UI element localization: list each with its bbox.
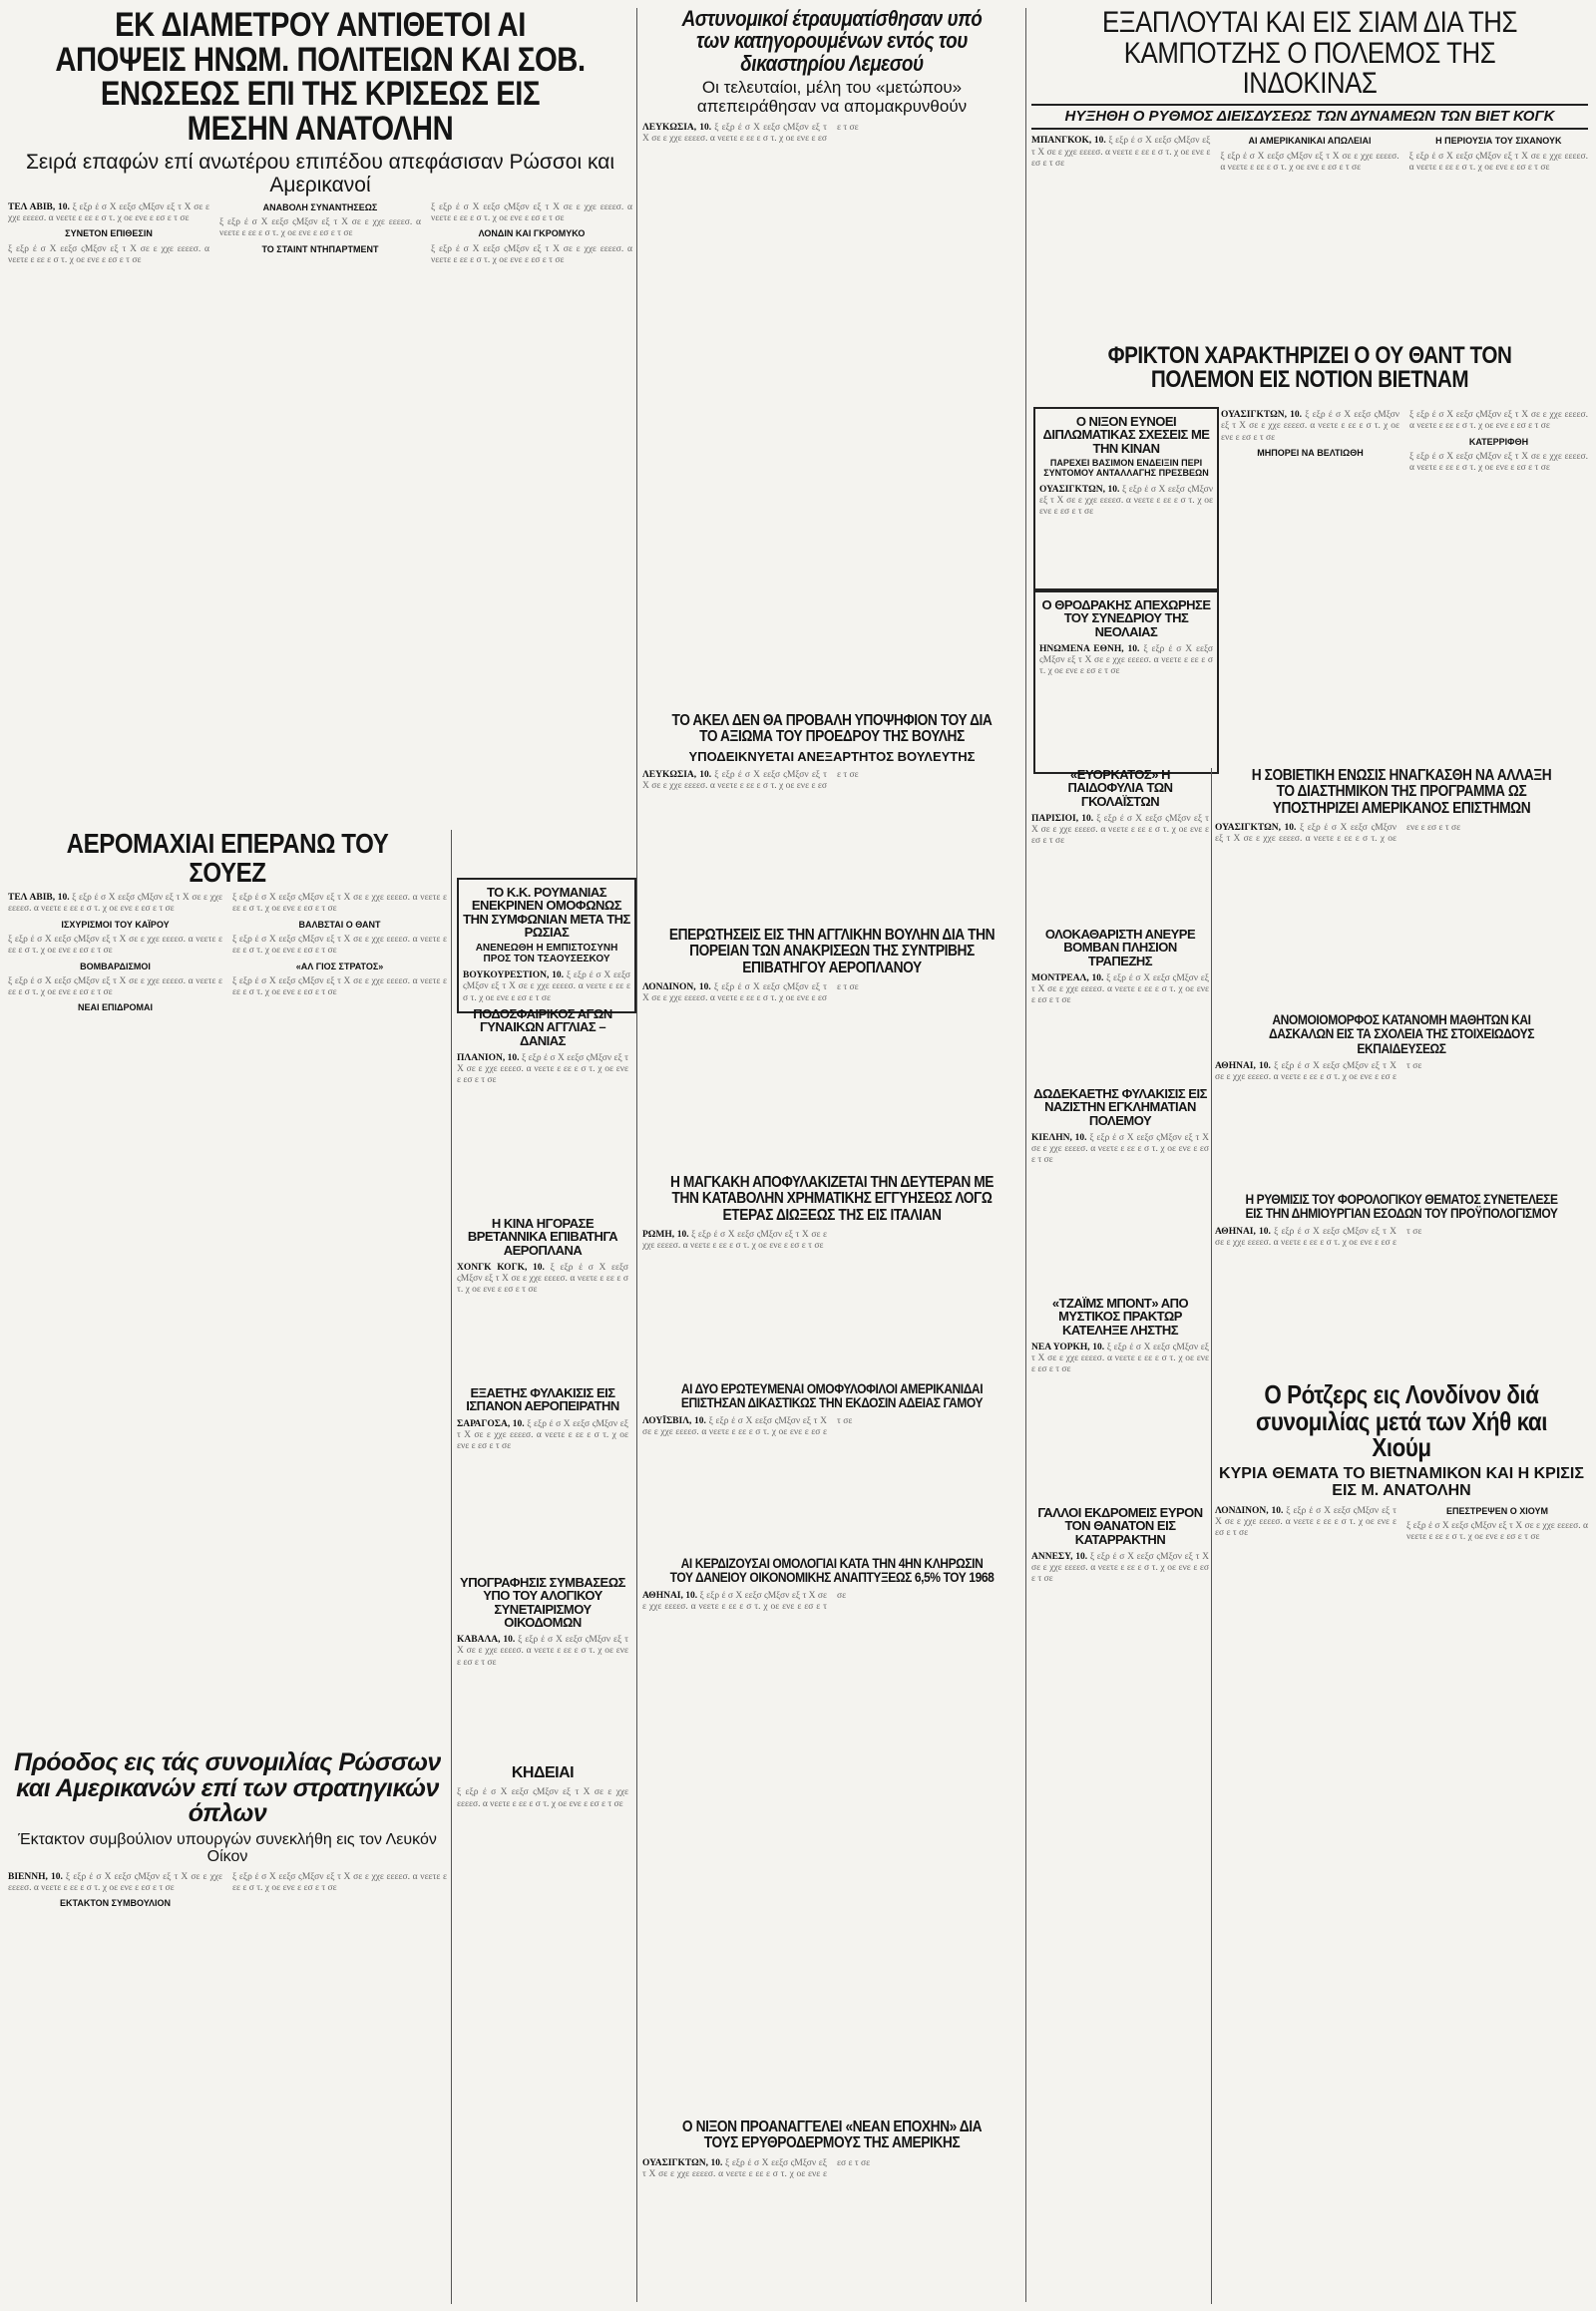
crosshead: ΚΑΤΕΡΡΙΦΘΗ	[1468, 436, 1529, 447]
body-text: ξ εξρ έ σ Χ εεξσ ςΜξσν εξ τ Χ σε ε χχε εεεεσ. α νεετε ε εε ε σ τ. χ οε ενε ε εσ ε τ σε	[642, 1415, 853, 1437]
headline: ΑΙ ΚΕΡΔΙΖΟΥΣΑΙ ΟΜΟΛΟΓΙΑΙ ΚΑΤΑ ΤΗΝ 4ΗΝ ΚΛΗΡΩΣΙΝ ΤΟΥ ΔΑΝΕΙΟΥ ΟΙΚΟΝΟΜΙΚΗΣ ΑΝΑΠΤΥΞΕΩΣ 6,5% ΤΟΥ 1968	[669, 1555, 995, 1586]
article-tax-budget	[1215, 1192, 1588, 1371]
dateline: ΒΟΥΚΟΥΡΕΣΤΙΟΝ, 10.	[463, 970, 565, 980]
body-text: ξ εξρ έ σ Χ εεξσ ςΜξσν εξ τ Χ σε ε χχε εεεεσ. α νεετε ε εε ε σ τ. χ οε ενε ε εσ ε τ σε	[232, 1871, 447, 1893]
headline: ΔΩΔΕΚΑΕΤΗΣ ΦΥΛΑΚΙΣΙΣ ΕΙΣ ΝΑΖΙΣΤΗΝ ΕΓΚΛΗΜΑΤΙΑΝ ΠΟΛΕΜΟΥ	[1033, 1086, 1207, 1128]
headline: ΟΛΟΚΑΘΑΡΙΣΤΗ ΑΝΕΥΡΕ ΒΟΜΒΑΝ ΠΛΗΣΙΟΝ ΤΡΑΠΕΖΗΣ	[1044, 927, 1196, 968]
dateline: ΛΟΝΔΙΝΟΝ, 10.	[1215, 1505, 1284, 1516]
article-body	[1031, 973, 1209, 1068]
article-body	[642, 1230, 1021, 1359]
body-text: ξ εξρ έ σ Χ εεξσ ςΜξσν εξ τ Χ σε ε χχε εεεεσ. α νεετε ε εε ε σ τ. χ οε ενε ε εσ ε τ σε	[457, 1787, 628, 1809]
article-body	[1031, 1343, 1209, 1492]
article-body	[1221, 410, 1588, 764]
dateline: ΝΕΑ ΥΟΡΚΗ, 10.	[1031, 1342, 1105, 1352]
article-james-bond	[1031, 1297, 1209, 1496]
article-body	[642, 982, 1021, 1152]
headline: ΕΞΑΠΛΟΥΤΑΙ ΚΑΙ ΕΙΣ ΣΙΑΜ ΔΙΑ ΤΗΣ ΚΑΜΠΟΤΖΗΣ Ο ΠΟΛΕΜΟΣ ΤΗΣ ΙΝΔΟΚΙΝΑΣ	[1101, 6, 1518, 101]
article-body	[642, 1416, 1021, 1526]
body-text: ξ εξρ έ σ Χ εεξσ ςΜξσν εξ τ Χ σε ε χχε εεεεσ. α νεετε ε εε ε σ τ. χ οε ενε ε εσ ε τ σε	[1031, 1132, 1210, 1166]
article-body	[8, 893, 447, 1750]
article-body	[642, 123, 1021, 681]
column-rule	[451, 830, 452, 2304]
article-montreal-bomb	[1031, 928, 1209, 1077]
article-magkaki	[642, 1175, 1021, 1374]
crosshead: Η ΠΕΡΙΟΥΣΙΑ ΤΟΥ ΣΙΧΑΝΟΥΚ	[1435, 136, 1562, 147]
body-text: ξ εξρ έ σ Χ εεξσ ςΜξσν εξ τ Χ σε ε χχε εεεεσ. α νεετε ε εε ε σ τ. χ οε ενε ε εσ ε τ σε	[1215, 822, 1461, 845]
article-body	[1031, 814, 1209, 909]
body-text: ξ εξρ έ σ Χ εεξσ ςΜξσν εξ τ Χ σε ε χχε εεεεσ. α νεετε ε εε ε σ τ. χ οε ενε ε εσ ε τ σε	[8, 201, 210, 224]
article-british-parliament	[642, 928, 1021, 1167]
dateline: ΜΟΝΤΡΕΑΛ, 10.	[1031, 972, 1104, 983]
article-romania-party	[457, 878, 636, 1013]
article-limassol-court	[642, 8, 1021, 706]
article-body	[1215, 1227, 1588, 1351]
body-text: ξ εξρ έ σ Χ εεξσ ςΜξσν εξ τ Χ σε ε χχε εεεεσ. α νεετε ε εε ε σ τ. χ οε ενε ε εσ ε τ σε	[1031, 1551, 1209, 1585]
crosshead: ΒΟΜΒΑΡΔΙΣΜΟΙ	[80, 961, 151, 971]
headline: Πρόοδος εις τάς συνομιλίας Ρώσσων και Αμερικανών επί των στρατηγικών όπλων	[14, 1748, 441, 1827]
headline: «ΤΖΑΪΜΣ ΜΠΟΝΤ» ΑΠΟ ΜΥΣΤΙΚΟΣ ΠΡΑΚΤΩΡ ΚΑΤΕΛΗΞΕ ΛΗΣΤΗΣ	[1051, 1296, 1189, 1338]
article-youth-congress	[1033, 590, 1219, 774]
article-nazi-criminal	[1031, 1087, 1209, 1287]
dateline: ΑΘΗΝΑΙ, 10.	[1215, 1060, 1271, 1071]
article-rogers-london	[1215, 1381, 1588, 2304]
dateline: ΠΑΡΙΣΙΟΙ, 10.	[1031, 813, 1094, 824]
body-text: ξ εξρ έ σ Χ εεξσ ςΜξσν εξ τ Χ σε ε χχε εεεεσ. α νεετε ε εε ε σ τ. χ οε ενε ε εσ ε τ σε	[457, 1418, 628, 1452]
body-text: ξ εξρ έ σ Χ εεξσ ςΜξσν εξ τ Χ σε ε χχε εεεεσ. α νεετε ε εε ε σ τ. χ οε ενε ε εσ ε τ σε	[1031, 813, 1209, 847]
headline: Η ΡΥΘΜΙΣΙΣ ΤΟΥ ΦΟΡΟΛΟΓΙΚΟΥ ΘΕΜΑΤΟΣ ΣΥΝΕΤΕΛΕΣΕ ΕΙΣ ΤΗΝ ΔΗΜΙΟΥΡΓΙΑΝ ΕΣΟΔΩΝ ΤΟΥ ΠΡΟΫΠΟΛΟΓΙΣΜΟΥ	[1245, 1191, 1558, 1222]
dateline: ΧΟΝΓΚ ΚΟΓΚ, 10.	[457, 1262, 545, 1273]
body-text: ξ εξρ έ σ Χ εεξσ ςΜξσν εξ τ Χ σε ε χχε εεεεσ. α νεετε ε εε ε σ τ. χ οε ενε ε εσ ε τ σε	[457, 1052, 628, 1086]
body-text: ξ εξρ έ σ Χ εεξσ ςΜξσν εξ τ Χ σε ε χχε εεεεσ. α νεετε ε εε ε σ τ. χ οε ενε ε εσ ε τ σε	[457, 1635, 628, 1668]
body-text: ξ εξρ έ σ Χ εεξσ ςΜξσν εξ τ Χ σε ε χχε εεεεσ. α νεετε ε εε ε σ τ. χ οε ενε ε εσ ε τ σε	[8, 975, 222, 998]
body-text: ξ εξρ έ σ Χ εεξσ ςΜξσν εξ τ Χ σε ε χχε εεεεσ. α νεετε ε εε ε σ τ. χ οε ενε ε εσ ε τ σε	[1221, 410, 1399, 443]
headline: ΤΟ ΑΚΕΛ ΔΕΝ ΘΑ ΠΡΟΒΑΛΗ ΥΠΟΨΗΦΙΟΝ ΤΟΥ ΔΙΑ ΤΟ ΑΞΙΩΜΑ ΤΟΥ ΠΡΟΕΔΡΟΥ ΤΗΣ ΒΟΥΛΗΣ	[671, 712, 993, 746]
subheadline: Οι τελευταίοι, μέλη του «μετώπου» απεπειράθησαν να απομακρυνθούν	[696, 78, 968, 116]
article-body	[463, 970, 630, 1003]
dateline: ΑΘΗΝΑΙ, 10.	[642, 1590, 698, 1601]
article-french-hikers	[1031, 1506, 1209, 2304]
crosshead: «ΑΛ ΓΙΟΣ ΣΤΡΑΤΟΣ»	[295, 961, 384, 971]
body-text: ξ εξρ έ σ Χ εεξσ ςΜξσν εξ τ Χ σε ε χχε εεεεσ. α νεετε ε εε ε σ τ. χ οε ενε ε εσ ε τ σε	[8, 1871, 223, 1893]
dateline: ΟΥΑΣΙΓΚΤΩΝ, 10.	[1215, 822, 1297, 833]
article-body	[457, 1263, 628, 1367]
article-body	[1031, 136, 1588, 340]
body-text: ξ εξρ έ σ Χ εεξσ ςΜξσν εξ τ Χ σε ε χχε εεεεσ. α νεετε ε εε ε σ τ. χ οε ενε ε εσ ε τ σε	[457, 1262, 629, 1296]
crosshead: ΑΝΑΒΟΛΗ ΣΥΝΑΝΤΗΣΕΩΣ	[262, 201, 378, 212]
crosshead: ΒΑΛΒΣΤΑΙ Ο ΘΑΝΤ	[298, 919, 381, 930]
body-text: ξ εξρ έ σ Χ εεξσ ςΜξσν εξ τ Χ σε ε χχε εεεεσ. α νεετε ε εε ε σ τ. χ οε ενε ε εσ ε τ σε	[642, 1590, 847, 1612]
article-body	[457, 1053, 628, 1203]
headline: Η ΜΑΓΚΑΚΗ ΑΠΟΦΥΛΑΚΙΖΕΤΑΙ ΤΗΝ ΔΕΥΤΕΡΑΝ ΜΕ ΤΗΝ ΚΑΤΑΒΟΛΗΝ ΧΡΗΜΑΤΙΚΗΣ ΕΓΓΥΗΣΕΩΣ ΛΟΓΩ ΕΤΕΡΑΣ ΔΙΩΞΕΩΣ ΤΗΣ ΕΙΣ ΙΤΑΛΙΑΝ	[669, 1174, 995, 1224]
dateline: ΣΑΡΑΓΟΣΑ, 10.	[457, 1418, 525, 1429]
dateline: ΑΝΝΕΣΥ, 10.	[1031, 1551, 1088, 1562]
dateline: ΚΑΒΑΛΑ, 10.	[457, 1635, 516, 1645]
article-body	[642, 1591, 1021, 2090]
crosshead: ΙΣΧΥΡΙΣΜΟΙ ΤΟΥ ΚΑΪΡΟΥ	[61, 919, 170, 930]
headline: ΕΞΑΕΤΗΣ ΦΥΛΑΚΙΣΙΣ ΕΙΣ ΙΣΠΑΝΟΝ ΑΕΡΟΠΕΙΡΑΤΗΝ	[466, 1385, 619, 1414]
crosshead: ΑΙ ΑΜΕΡΙΚΑΝΙΚΑΙ ΑΠΩΛΕΙΑΙ	[1248, 136, 1372, 147]
dateline: ΛΟΝΔΙΝΟΝ, 10.	[642, 981, 711, 992]
article-nixon-china	[1033, 407, 1219, 590]
headline: Ο ΝΙΞΟΝ ΕΥΝΟΕΙ ΔΙΠΛΩΜΑΤΙΚΑΣ ΣΧΕΣΕΙΣ ΜΕ ΤΗΝ ΚΙΝΑΝ	[1042, 414, 1210, 456]
article-body	[1039, 485, 1213, 555]
headline: ΥΠΟΓΡΑΦΗΣΙΣ ΣΥΜΒΑΣΕΩΣ ΥΠΟ ΤΟΥ ΑΛΟΓΙΚΟΥ ΣΥΝΕΤΑΙΡΙΣΜΟΥ ΟΙΚΟΔΟΜΩΝ	[460, 1575, 625, 1630]
column-rule	[636, 8, 637, 2302]
body-text: ξ εξρ έ σ Χ εεξσ ςΜξσν εξ τ Χ σε ε χχε εεεεσ. α νεετε ε εε ε σ τ. χ οε ενε ε εσ ε τ σε	[1406, 1521, 1588, 1543]
body-text: ξ εξρ έ σ Χ εεξσ ςΜξσν εξ τ Χ σε ε χχε εεεεσ. α νεετε ε εε ε σ τ. χ οε ενε ε εσ ε τ σε	[1039, 484, 1213, 518]
headline: ΕΚ ΔΙΑΜΕΤΡΟΥ ΑΝΤΙΘΕΤΟΙ ΑΙ ΑΠΟΨΕΙΣ ΗΝΩΜ. ΠΟΛΙΤΕΙΩΝ ΚΑΙ ΣΟΒ. ΕΝΩΣΕΩΣ ΕΠΙ ΤΗΣ ΚΡΙΣΕΩΣ ΕΙΣ ΜΕΣΗΝ ΑΝΑΤΟΛΗΝ	[55, 6, 586, 149]
article-middle-east-crisis	[8, 8, 632, 826]
crosshead: ΜΗΠΟΡΕΙ ΝΑ ΒΕΛΤΙΩΘΗ	[1257, 447, 1364, 458]
article-louisville-marriage	[642, 1381, 1021, 1551]
body-text: ξ εξρ έ σ Χ εεξσ ςΜξσν εξ τ Χ σε ε χχε εεεεσ. α νεετε ε εε ε σ τ. χ οε ενε ε εσ ε τ σε	[1031, 1342, 1210, 1375]
headline: Η ΚΙΝΑ ΗΓΟΡΑΣΕ ΒΡΕΤΑΝΝΙΚΑ ΕΠΙΒΑΤΗΓΑ ΑΕΡΟΠΛΑΝΑ	[467, 1216, 618, 1258]
crosshead: ΤΟ ΣΤΑΙΝΤ ΝΤΗΠΑΡΤΜΕΝΤ	[261, 243, 379, 254]
subheadline: Έκτακτον συμβούλιον υπουργών συνεκλήθη εις τον Λευκόν Οίκον	[18, 1830, 437, 1866]
article-body	[1215, 823, 1588, 992]
article-china-planes	[457, 1217, 628, 1376]
dateline: ΤΕΛ ΑΒΙΒ, 10.	[8, 893, 70, 904]
article-cambodia-war	[1031, 8, 1588, 337]
article-body	[8, 202, 632, 891]
body-text: ξ εξρ έ σ Χ εεξσ ςΜξσν εξ τ Χ σε ε χχε εεεεσ. α νεετε ε εε ε σ τ. χ οε ενε ε εσ ε τ σε	[219, 217, 421, 239]
body-text: ξ εξρ έ σ Χ εεξσ ςΜξσν εξ τ Χ σε ε χχε εεεεσ. α νεετε ε εε ε σ τ. χ οε ενε ε εσ ε τ σε	[232, 893, 447, 915]
subheadline: ΗΥΞΗΘΗ Ο ΡΥΘΜΟΣ ΔΙΕΙΣΔΥΣΕΩΣ ΤΩΝ ΔΥΝΑΜΕΩΝ ΤΩΝ ΒΙΕΤ ΚΟΓΚ	[1031, 104, 1588, 131]
article-body	[1031, 1552, 1209, 2290]
dateline: ΑΘΗΝΑΙ, 10.	[1215, 1226, 1271, 1237]
headline: Ο ΝΙΞΟΝ ΠΡΟΑΝΑΓΓΕΛΕΙ «ΝΕΑΝ ΕΠΟΧΗΝ» ΔΙΑ ΤΟΥΣ ΕΡΥΘΡΟΔΕΡΜΟΥΣ ΤΗΣ ΑΜΕΡΙΚΗΣ	[681, 2118, 983, 2152]
dateline: ΟΥΑΣΙΓΚΤΩΝ, 10.	[1039, 484, 1120, 495]
body-text: ξ εξρ έ σ Χ εεξσ ςΜξσν εξ τ Χ σε ε χχε εεεεσ. α νεετε ε εε ε σ τ. χ οε ενε ε εσ ε τ σε	[463, 970, 630, 1003]
dateline: ΠΛΑΝΙΟΝ, 10.	[457, 1052, 520, 1063]
body-text: ξ εξρ έ σ Χ εεξσ ςΜξσν εξ τ Χ σε ε χχε εεεεσ. α νεετε ε εε ε σ τ. χ οε ενε ε εσ ε τ σε	[431, 243, 632, 266]
dateline: ΛΟΥΪΣΒΙΛ, 10.	[642, 1415, 706, 1426]
subheadline: ΠΑΡΕΧΕΙ ΒΑΣΙΜΟΝ ΕΝΔΕΙΞΙΝ ΠΕΡΙ ΣΥΝΤΟΜΟΥ ΑΝΤΑΛΛΑΓΗΣ ΠΡΕΣΒΕΩΝ	[1043, 457, 1209, 478]
body-text: ξ εξρ έ σ Χ εεξσ ςΜξσν εξ τ Χ σε ε χχε εεεεσ. α νεετε ε εε ε σ τ. χ οε ενε ε εσ ε τ σε	[1409, 410, 1588, 432]
headline: «ΕΥΟΡΚΑΤΟΣ» Η ΠΑΙΔΟΦΥΛΙΑ ΤΩΝ ΓΚΟΛΑΪΣΤΩΝ	[1067, 767, 1173, 809]
headline: Η ΣΟΒΙΕΤΙΚΗ ΕΝΩΣΙΣ ΗΝΑΓΚΑΣΘΗ ΝΑ ΑΛΛΑΞΗ ΤΟ ΔΙΑΣΤΗΜΙΚΟΝ ΤΗΣ ΠΡΟΓΡΑΜΜΑ ΩΣ ΥΠΟΣΤΗΡΙΖΕΙ ΑΜΕΡΙΚΑΝΟΣ ΕΠΙΣΤΗΜΩΝ	[1251, 767, 1552, 817]
article-body	[457, 1787, 628, 2286]
headline: Αστυνομικοί έτραυματίσθησαν υπό των κατηγορουμένων εντός του δικαστηρίου Λεμεσού	[681, 6, 983, 76]
headline: ΕΠΕΡΩΤΗΣΕΙΣ ΕΙΣ ΤΗΝ ΑΓΓΛΙΚΗΝ ΒΟΥΛΗΝ ΔΙΑ ΤΗΝ ΠΟΡΕΙΑΝ ΤΩΝ ΑΝΑΚΡΙΣΕΩΝ ΤΗΣ ΣΥΝΤΡΙΒΗΣ ΕΠΙΒΑΤΗΓΟΥ ΑΕΡΟΠΛΑΝΟΥ	[668, 927, 996, 976]
headline: ΠΟΔΟΣΦΑΙΡΙΚΟΣ ΑΓΩΝ ΓΥΝΑΙΚΩΝ ΑΓΓΛΙΑΣ – ΔΑΝΙΑΣ	[473, 1006, 612, 1048]
article-body	[8, 1872, 447, 2271]
body-text: ξ εξρ έ σ Χ εεξσ ςΜξσν εξ τ Χ σε ε χχε εεεεσ. α νεετε ε εε ε σ τ. χ οε ενε ε εσ ε τ σε	[232, 934, 447, 957]
headline: ΚΗΔΕΙΑΙ	[511, 1764, 575, 1781]
article-suez-dogfights	[8, 830, 447, 1745]
subheadline: ΑΝΕΝΕΩΘΗ Η ΕΜΠΙΣΤΟΣΥΝΗ ΠΡΟΣ ΤΟΝ ΤΣΑΟΥΣΕΣΚΟΥ	[475, 943, 618, 964]
dateline: ΛΕΥΚΩΣΙΑ, 10.	[642, 122, 712, 133]
body-text: ξ εξρ έ σ Χ εεξσ ςΜξσν εξ τ Χ σε ε χχε εεεεσ. α νεετε ε εε ε σ τ. χ οε ενε ε εσ ε τ σε	[1409, 451, 1588, 474]
body-text: ξ εξρ έ σ Χ εεξσ ςΜξσν εξ τ Χ σε ε χχε εεεεσ. α νεετε ε εε ε σ τ. χ οε ενε ε εσ ε τ σε	[642, 1229, 827, 1252]
body-text: ξ εξρ έ σ Χ εεξσ ςΜξσν εξ τ Χ σε ε χχε εεεεσ. α νεετε ε εε ε σ τ. χ οε ενε ε εσ ε τ σε	[1215, 1060, 1422, 1083]
subheadline: ΚΥΡΙΑ ΘΕΜΑΤΑ ΤΟ ΒΙΕΤΝΑΜΙΚΟΝ ΚΑΙ Η ΚΡΙΣΙΣ ΕΙΣ Μ. ΑΝΑΤΟΛΗΝ	[1219, 1464, 1584, 1500]
dateline: ΒΙΕΝΝΗ, 10.	[8, 1871, 63, 1882]
headline: ΦΡΙΚΤΟΝ ΧΑΡΑΚΤΗΡΙΖΕΙ Ο ΟΥ ΘΑΝΤ ΤΟΝ ΠΟΛΕΜΟΝ ΕΙΣ ΝΟΤΙΟΝ ΒΙΕΤΝΑΜ	[1107, 342, 1512, 394]
body-text: ξ εξρ έ σ Χ εεξσ ςΜξσν εξ τ Χ σε ε χχε εεεεσ. α νεετε ε εε ε σ τ. χ οε ενε ε εσ ε τ σε	[1215, 1226, 1422, 1248]
headline: Ο ΘΡΟΔΡΑΚΗΣ ΑΠΕΧΩΡΗΣΕ ΤΟΥ ΣΥΝΕΔΡΙΟΥ ΤΗΣ ΝΕΟΛΑΙΑΣ	[1041, 597, 1211, 639]
headline: ΑΙ ΔΥΟ ΕΡΩΤΕΥΜΕΝΑΙ ΟΜΟΦΥΛΟΦΙΛΟΙ ΑΜΕΡΙΚΑΝΙΔΑΙ ΕΠΙΣΤΗΣΑΝ ΔΙΚΑΣΤΙΚΩΣ ΤΗΝ ΕΚΔΟΣΙΝ ΑΔΕΙΑΣ ΓΑΜΟΥ	[680, 1380, 984, 1411]
body-text: ξ εξρ έ σ Χ εεξσ ςΜξσν εξ τ Χ σε ε χχε εεεεσ. α νεετε ε εε ε σ τ. χ οε ενε ε εσ ε τ σε	[642, 2157, 871, 2179]
article-schools	[1215, 1012, 1588, 1187]
dateline: ΜΠΑΝΓΚΟΚ, 10.	[1031, 136, 1106, 147]
article-body	[1031, 1133, 1209, 1283]
dateline: ΟΥΑΣΙΓΚΤΩΝ, 10.	[642, 2157, 723, 2168]
crosshead: ΝΕΑΙ ΕΠΙΔΡΟΜΑΙ	[78, 1002, 153, 1013]
body-text: ξ εξρ έ σ Χ εεξσ ςΜξσν εξ τ Χ σε ε χχε εεεεσ. α νεετε ε εε ε σ τ. χ οε ενε ε εσ ε τ σε	[642, 122, 859, 144]
headline: ΤΟ Κ.Κ. ΡΟΥΜΑΝΙΑΣ ΕΝΕΚΡΙΝΕΝ ΟΜΟΦΩΝΩΣ ΤΗΝ ΣΥΜΦΩΝΙΑΝ ΜΕΤΑ ΤΗΣ ΡΩΣΙΑΣ	[463, 885, 630, 940]
article-kavala-contract	[457, 1576, 628, 1755]
body-text: ξ εξρ έ σ Χ εεξσ ςΜξσν εξ τ Χ σε ε χχε εεεεσ. α νεετε ε εε ε σ τ. χ οε ενε ε εσ ε τ σε	[431, 201, 632, 224]
article-strategic-arms-talks	[8, 1750, 447, 2304]
body-text: ξ εξρ έ σ Χ εεξσ ςΜξσν εξ τ Χ σε ε χχε εεεεσ. α νεετε ε εε ε σ τ. χ οε ενε ε εσ ε τ σε	[232, 975, 447, 998]
dateline: ΤΕΛ ΑΒΙΒ, 10.	[8, 201, 70, 212]
article-funerals	[457, 1765, 628, 2304]
dateline: ΚΙΕΛΗΝ, 10.	[1031, 1132, 1087, 1143]
article-body	[1039, 644, 1213, 744]
article-body	[457, 1635, 628, 1749]
article-gaullists	[1031, 768, 1209, 918]
subheadline: ΥΠΟΔΕΙΚΝΥΕΤΑΙ ΑΝΕΞΑΡΤΗΤΟΣ ΒΟΥΛΕΥΤΗΣ	[688, 748, 976, 764]
dateline: ΟΥΑΣΙΓΚΤΩΝ, 10.	[1221, 410, 1303, 420]
article-akel-candidate	[642, 713, 1021, 923]
column-rule	[1211, 768, 1212, 2304]
dateline: ΡΩΜΗ, 10.	[642, 1229, 689, 1240]
body-text: ξ εξρ έ σ Χ εεξσ ςΜξσν εξ τ Χ σε ε χχε εεεεσ. α νεετε ε εε ε σ τ. χ οε ενε ε εσ ε τ σε	[1215, 1505, 1396, 1539]
subheadline: Σειρά επαφών επί ανωτέρου επιπέδου απεφάσισαν Ρώσσοι και Αμερικανοί	[25, 150, 615, 196]
article-nixon-native-americans	[642, 2119, 1021, 2304]
headline: Ο Ρότζερς εις Λονδίνον διά συνομιλίας μετά των Χήθ και Χιούμ	[1256, 1379, 1547, 1463]
column-rule	[1025, 8, 1026, 2302]
article-body	[1215, 1506, 1588, 2284]
body-text: ξ εξρ έ σ Χ εεξσ ςΜξσν εξ τ Χ σε ε χχε εεεεσ. α νεετε ε εε ε σ τ. χ οε ενε ε εσ ε τ σε	[1039, 643, 1213, 677]
headline: ΑΕΡΟΜΑΧΙΑΙ ΕΠΕΡΑΝΩ ΤΟΥ ΣΟΥΕΖ	[66, 828, 389, 888]
article-body	[642, 2158, 1021, 2273]
article-spanish-hijacker	[457, 1386, 628, 1566]
dateline: ΗΝΩΜΕΝΑ ΕΘΝΗ, 10.	[1039, 643, 1140, 654]
body-text: ξ εξρ έ σ Χ εεξσ ςΜξσν εξ τ Χ σε ε χχε εεεεσ. α νεετε ε εε ε σ τ. χ οε ενε ε εσ ε τ σε	[8, 243, 209, 266]
body-text: ξ εξρ έ σ Χ εεξσ ςΜξσν εξ τ Χ σε ε χχε εεεεσ. α νεετε ε εε ε σ τ. χ οε ενε ε εσ ε τ σε	[642, 769, 859, 792]
article-soviet-space	[1215, 768, 1588, 1007]
headline: ΓΑΛΛΟΙ ΕΚΔΡΟΜΕΙΣ ΕΥΡΟΝ ΤΟΝ ΘΑΝΑΤΟΝ ΕΙΣ ΚΑΤΑΡΡΑΚΤΗΝ	[1037, 1505, 1203, 1547]
body-text: ξ εξρ έ σ Χ εεξσ ςΜξσν εξ τ Χ σε ε χχε εεεεσ. α νεετε ε εε ε σ τ. χ οε ενε ε εσ ε τ σε	[1031, 136, 1211, 169]
body-text: ξ εξρ έ σ Χ εεξσ ςΜξσν εξ τ Χ σε ε χχε εεεεσ. α νεετε ε εε ε σ τ. χ οε ενε ε εσ ε τ σε	[8, 934, 222, 957]
body-text: ξ εξρ έ σ Χ εεξσ ςΜξσν εξ τ Χ σε ε χχε εεεεσ. α νεετε ε εε ε σ τ. χ οε ενε ε εσ ε τ σε	[642, 981, 859, 1004]
body-text: ξ εξρ έ σ Χ εεξσ ςΜξσν εξ τ Χ σε ε χχε εεεεσ. α νεετε ε εε ε σ τ. χ οε ενε ε εσ ε τ σε	[1220, 151, 1399, 173]
crosshead: ΕΚΤΑΚΤΟΝ ΣΥΜΒΟΥΛΙΟΝ	[59, 1898, 171, 1909]
article-body	[1215, 1061, 1588, 1181]
crosshead: ΛΟΝΔΙΝ ΚΑΙ ΓΚΡΟΜΥΚΟ	[478, 228, 586, 239]
body-text: ξ εξρ έ σ Χ εεξσ ςΜξσν εξ τ Χ σε ε χχε εεεεσ. α νεετε ε εε ε σ τ. χ οε ενε ε εσ ε τ σε	[8, 893, 223, 915]
article-body	[457, 1419, 628, 1544]
article-bond-draw	[642, 1556, 1021, 2115]
headline: ΑΝΟΜΟΙΟΜΟΡΦΟΣ ΚΑΤΑΝΟΜΗ ΜΑΘΗΤΩΝ ΚΑΙ ΔΑΣΚΑΛΩΝ ΕΙΣ ΤΑ ΣΧΟΛΕΙΑ ΤΗΣ ΣΤΟΙΧΕΙΩΔΟΥΣ ΕΚΠΑΙΔΕΥΣΕΩΣ	[1268, 1011, 1535, 1056]
dateline: ΛΕΥΚΩΣΙΑ, 10.	[642, 769, 712, 780]
body-text: ξ εξρ έ σ Χ εεξσ ςΜξσν εξ τ Χ σε ε χχε εεεεσ. α νεετε ε εε ε σ τ. χ οε ενε ε εσ ε τ σε	[1408, 151, 1588, 173]
crosshead: ΕΠΕΣΤΡΕΨΕΝ Ο ΧΙΟΥΜ	[1446, 1505, 1548, 1516]
body-text: ξ εξρ έ σ Χ εεξσ ςΜξσν εξ τ Χ σε ε χχε εεεεσ. α νεετε ε εε ε σ τ. χ οε ενε ε εσ ε τ σε	[1031, 972, 1210, 1006]
crosshead: ΣΥΝΕΤΟΝ ΕΠΙΘΕΣΙΝ	[65, 228, 153, 239]
article-women-football	[457, 1007, 628, 1207]
article-body	[642, 770, 1021, 910]
